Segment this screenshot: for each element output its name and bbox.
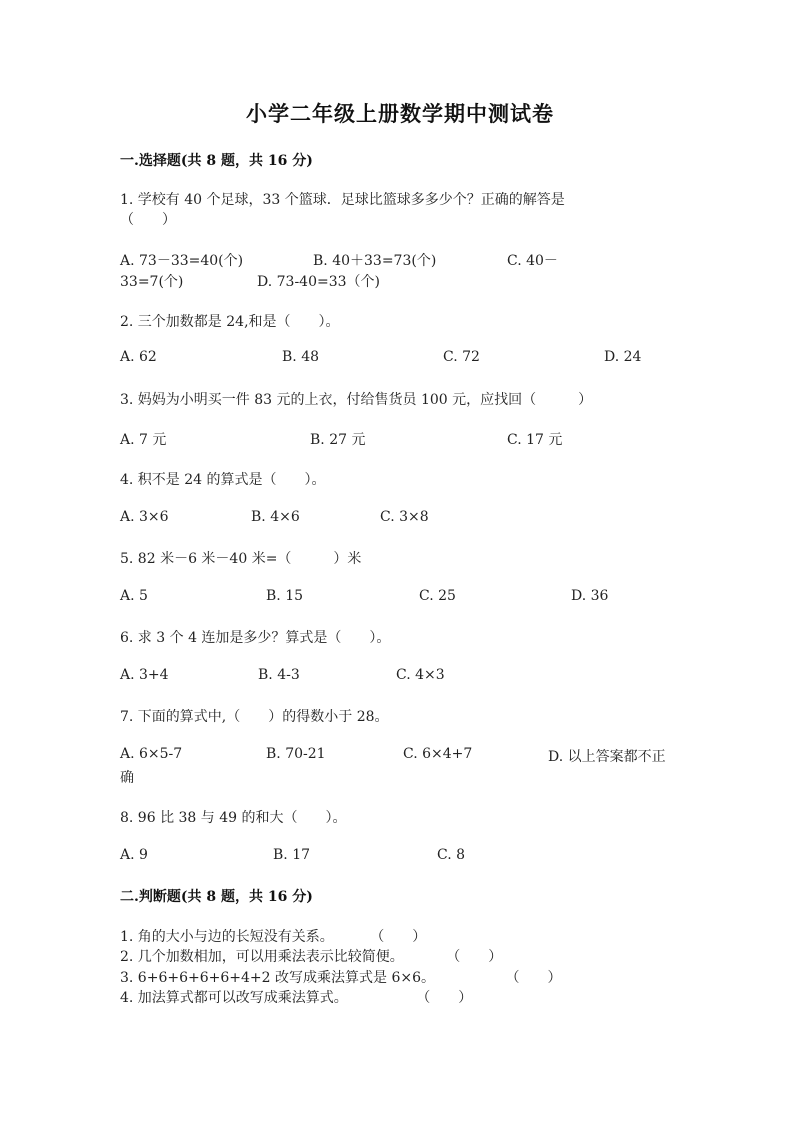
question-7-stem: 7. 下面的算式中,（ ）的得数小于 28。	[120, 709, 389, 725]
question-3-option-c: C. 17 元	[507, 432, 563, 448]
question-4-stem: 4. 积不是 24 的算式是（ ）。	[120, 472, 326, 488]
judgment-item-4	[120, 987, 472, 1007]
question-6-stem: 6. 求 3 个 4 连加是多少？算式是（ ）。	[120, 630, 391, 646]
question-7-option-c: C. 6×4+7	[403, 746, 473, 762]
question-2-option-c: C. 72	[443, 349, 480, 365]
question-5-option-c: C. 25	[419, 588, 456, 604]
question-3-stem: 3. 妈妈为小明买一件 83 元的上衣，付给售货员 100 元，应找回（ ）	[120, 392, 593, 408]
question-1-option-a: A. 73－33=40(个)	[120, 253, 244, 269]
judgment-item-3	[120, 967, 561, 987]
judgment-item-4-text: 4. 加法算式都可以改写成乘法算式。	[120, 990, 348, 1006]
question-6-option-b: B. 4-3	[258, 667, 300, 683]
question-3-option-b: B. 27 元	[310, 432, 366, 448]
section-heading-choice: 一.选择题(共 8 题，共 16 分)	[120, 153, 313, 169]
question-7-option-b: B. 70-21	[266, 746, 326, 762]
judgment-item-1	[120, 926, 426, 946]
judgment-item-1-text: 1. 角的大小与边的长短没有关系。	[120, 929, 334, 945]
question-2-option-d: D. 24	[604, 349, 642, 365]
question-1-option-c: C. 40－	[507, 253, 558, 269]
question-2-stem: 2. 三个加数都是 24,和是（ ）。	[120, 314, 340, 330]
question-3-option-a: A. 7 元	[120, 432, 167, 448]
section-heading-judgment: 二.判断题(共 8 题，共 16 分)	[120, 889, 313, 905]
question-1-option-b: B. 40＋33=73(个)	[313, 253, 437, 269]
question-5-option-b: B. 15	[266, 588, 304, 604]
question-7-option-d: D. 以上答案都不正	[548, 749, 666, 765]
question-5-stem: 5. 82 米－6 米－40 米=（ ）米	[120, 551, 362, 567]
question-4-option-b: B. 4×6	[251, 509, 300, 525]
judgment-item-3-blank: （ ）	[505, 970, 562, 986]
question-4-option-c: C. 3×8	[380, 509, 429, 525]
question-1-option-c-cont: 33=7(个)	[120, 274, 184, 290]
question-7-option-d-cont: 确	[120, 770, 134, 786]
page-title: 小学二年级上册数学期中测试卷	[246, 101, 554, 126]
judgment-item-2	[120, 946, 502, 966]
question-4-option-a: A. 3×6	[120, 509, 169, 525]
judgment-item-2-blank: （ ）	[446, 949, 503, 965]
judgment-item-2-text: 2. 几个加数相加，可以用乘法表示比较简便。	[120, 949, 404, 965]
question-8-option-a: A. 9	[120, 847, 148, 863]
question-7-option-a: A. 6×5-7	[120, 746, 183, 762]
question-2-option-a: A. 62	[120, 349, 157, 365]
question-5-option-d: D. 36	[571, 588, 609, 604]
question-1-answer-blank: （ ）	[120, 212, 176, 228]
judgment-item-3-text: 3. 6+6+6+6+6+4+2 改写成乘法算式是 6×6。	[120, 970, 435, 986]
question-6-option-a: A. 3+4	[120, 667, 169, 683]
judgment-item-1-blank: （ ）	[370, 929, 427, 945]
question-5-option-a: A. 5	[120, 588, 148, 604]
question-6-option-c: C. 4×3	[396, 667, 445, 683]
question-8-option-c: C. 8	[437, 847, 466, 863]
judgment-item-4-blank: （ ）	[416, 990, 473, 1006]
question-8-option-b: B. 17	[273, 847, 311, 863]
question-2-option-b: B. 48	[282, 349, 320, 365]
question-1-option-d: D. 73-40=33（个)	[257, 274, 380, 290]
question-1-stem: 1. 学校有 40 个足球，33 个篮球．足球比篮球多多少个？正确的解答是	[120, 192, 565, 208]
question-8-stem: 8. 96 比 38 与 49 的和大（ ）。	[120, 810, 347, 826]
